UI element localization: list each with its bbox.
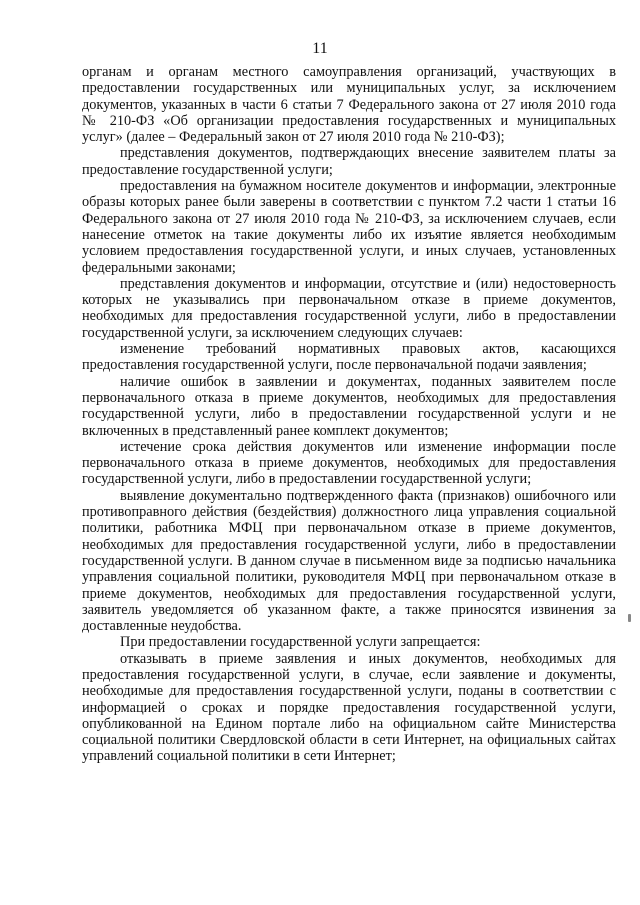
paragraph-5: изменение требований нормативных правовых актов, касающихся предоставления государственной услуги, после первоначальной подачи заявления; [82,341,616,374]
paragraph-3: предоставления на бумажном носителе документов и информации, электронные образы которых ранее были заверены в соответствии с пунктом 7.2 части 1 статьи 16 Федерального закона от 27 июля 2010 года № 210-ФЗ, за исключением случаев, если нанесение отметок на такие документы либо их изъятие является необходимым условием предоставления государственной услуги, и иных случаев, установленных федеральными законами; [82,178,616,276]
paragraph-8: выявление документально подтвержденного факта (признаков) ошибочного или противоправного действия (бездействия) должностного лица управления социальной политики, работника МФЦ при первоначальном отказе в приеме документов, необходимых для предоставления государственной услуги, либо в предоставлении государственной услуги. В данном случае в письменном виде за подписью начальника управления социальной политики, руководителя МФЦ при первоначальном отказе в приеме документов, необходимых для предоставления государственной услуги, заявитель уведомляется об указанном факте, а также приносятся извинения за доставленные неудобства. [82,487,616,635]
paragraph-1: органам и органам местного самоуправления организаций, участвующих в предоставлении государственных или муниципальных услуг, за исключением документов, указанных в части 6 статьи 7 Федерального закона от 27 июля 2010 года № 210-ФЗ «Об организации предоставления государственных и муниципальных услуг» (далее – Федеральный закон от 27 июля 2010 года № 210-ФЗ); [82,64,616,146]
page-number: 11 [312,40,328,57]
paragraph-2: представления документов, подтверждающих внесение заявителем платы за предоставление государственной услуги; [82,145,616,178]
paragraph-10: отказывать в приеме заявления и иных документов, необходимых для предоставления государственной услуги, в случае, если заявление и документы, необходимые для предоставления государственной услуги, поданы в соответствии с информацией о сроках и порядке предоставления государственной услуги, опубликованной на Едином портале либо на официальном сайте Министерства социальной политики Свердловской области в сети Интернет, на официальных сайтах управлений социальной политики в сети Интернет; [82,650,616,765]
scan-edge-mark [628,614,631,622]
paragraph-9: При предоставлении государственной услуги запрещается: [120,634,481,651]
paragraph-7: истечение срока действия документов или изменение информации после первоначального отказа в приеме документов, необходимых для предоставления государственной услуги, либо в предоставлении государственной услуги; [82,438,616,488]
document-body [82,64,616,765]
paragraph-4: представления документов и информации, отсутствие и (или) недостоверность которых не указывались при первоначальном отказе в приеме документов, необходимых для предоставления государственной услуги, либо в предоставлении государственной услуги, за исключением следующих случаев: [82,275,616,341]
paragraph-6: наличие ошибок в заявлении и документах, поданных заявителем после первоначального отказа в приеме документов, необходимых для предоставления государственной услуги, либо в предоставлении государственной услуги и не включенных в представленный ранее комплект документов; [82,373,616,439]
